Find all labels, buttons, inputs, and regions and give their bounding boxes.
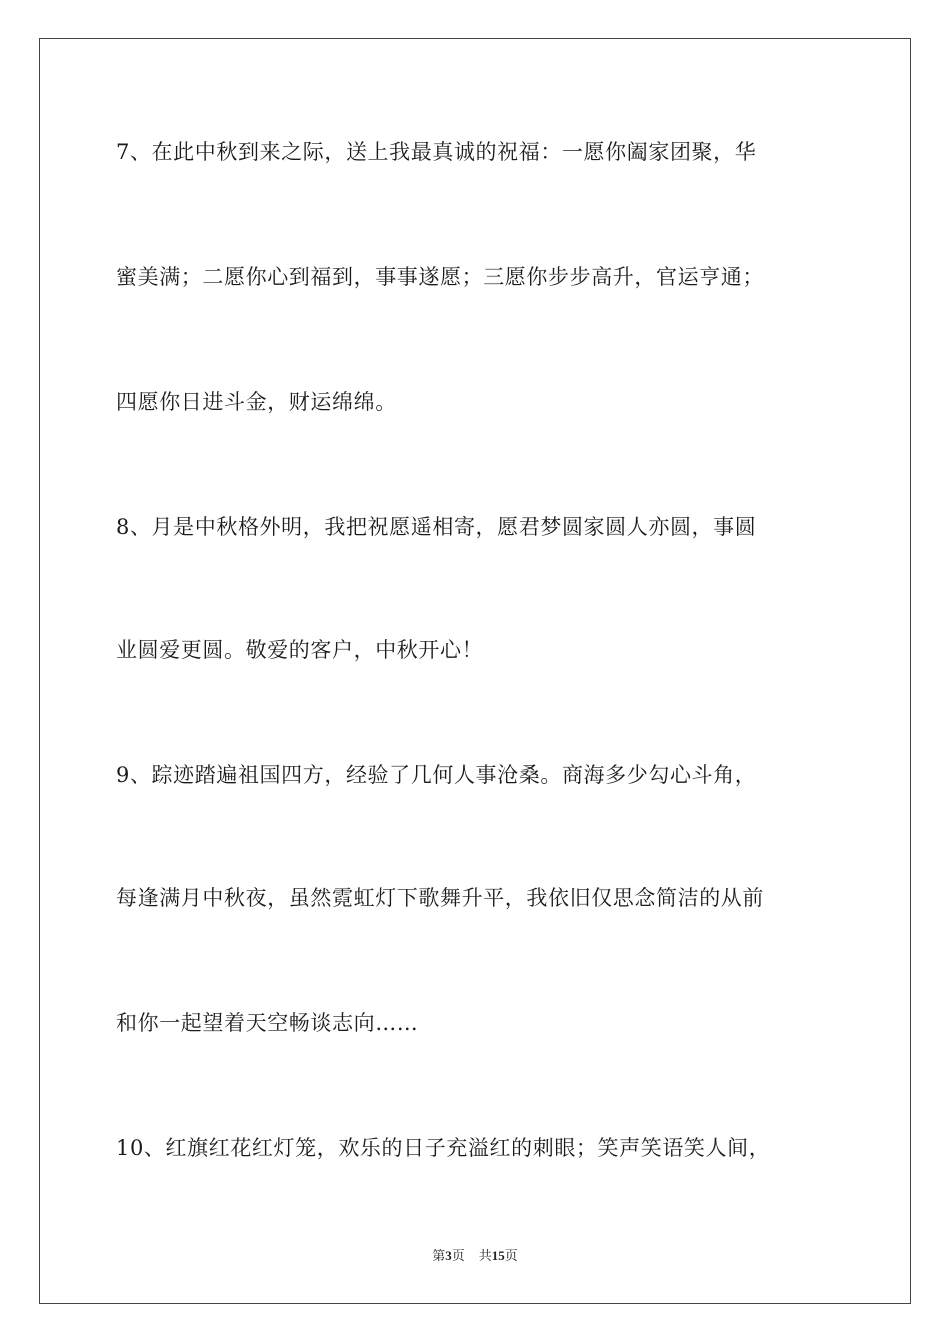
text-line-8: 和你一起望着天空畅谈志向…… xyxy=(116,1011,419,1035)
page-footer xyxy=(0,1247,950,1265)
current-page-number: 3 xyxy=(445,1248,452,1263)
total-suffix: 页 xyxy=(504,1248,518,1263)
page-border xyxy=(39,38,911,1304)
text-line-4: 8、月是中秋格外明，我把祝愿遥相寄，愿君梦圆家圆人亦圆，事圆 xyxy=(116,515,757,539)
page-prefix: 第 xyxy=(432,1248,446,1263)
total-pages-number: 15 xyxy=(491,1248,505,1263)
page-suffix: 页 xyxy=(451,1248,465,1263)
text-line-9: 10、红旗红花红灯笼，欢乐的日子充溢红的刺眼；笑声笑语笑人间， xyxy=(116,1136,771,1160)
text-line-6: 9、踪迹踏遍祖国四方，经验了几何人事沧桑。商海多少勾心斗角， xyxy=(116,763,757,787)
text-line-5: 业圆爱更圆。敬爱的客户，中秋开心！ xyxy=(116,638,484,662)
text-line-1: 7、在此中秋到来之际，送上我最真诚的祝福：一愿你阖家团聚，华 xyxy=(116,140,757,164)
text-line-3: 四愿你日进斗金，财运绵绵。 xyxy=(116,390,397,414)
text-line-7: 每逢满月中秋夜，虽然霓虹灯下歌舞升平，我依旧仅思念简洁的从前 xyxy=(116,886,764,910)
total-prefix: 共 xyxy=(478,1248,492,1263)
text-line-2: 蜜美满；二愿你心到福到，事事遂愿；三愿你步步高升，官运亨通； xyxy=(116,265,764,289)
